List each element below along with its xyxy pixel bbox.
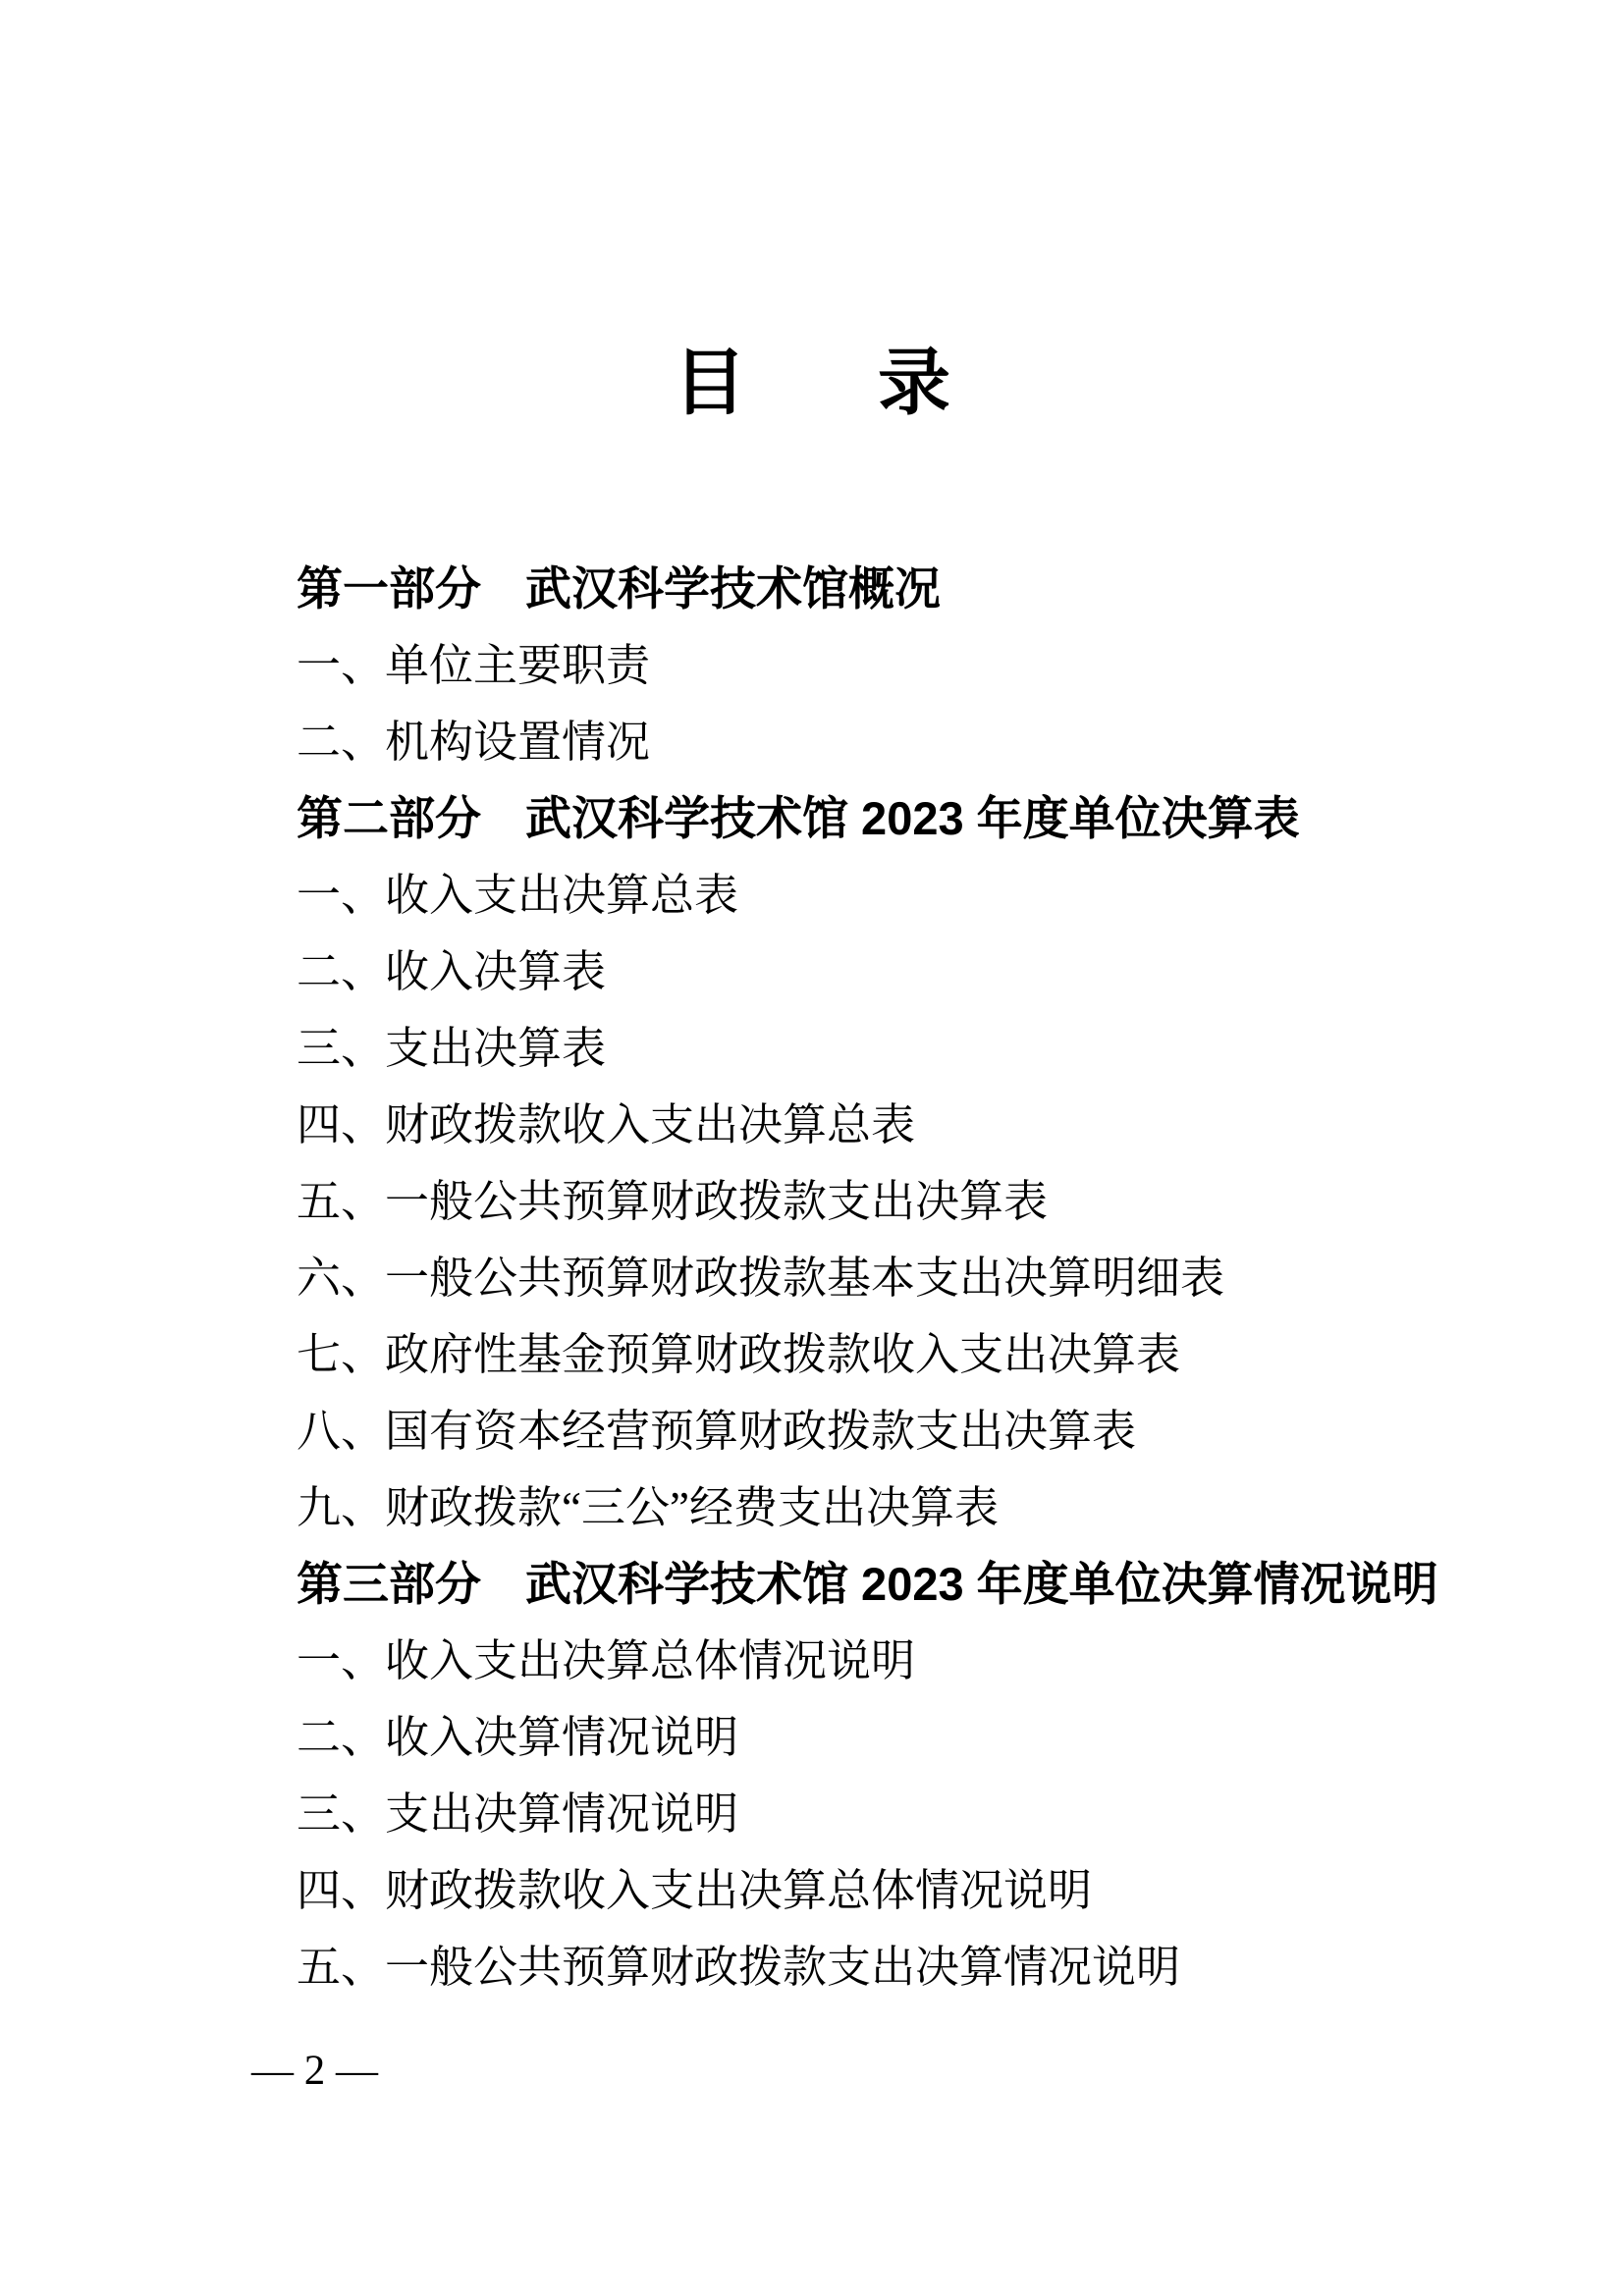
toc-entry: 一、收入支出决算总体情况说明 [297,1636,916,1685]
document-title [0,344,1624,424]
section-title: 武汉科学技术馆 2023 年度单位决算情况说明 [525,1558,1438,1610]
toc-entry: 九、财政拨款“三公”经费支出决算表 [297,1483,999,1532]
toc-entry: 八、国有资本经营预算财政拨款支出决算表 [297,1407,1137,1456]
toc-entry: 四、财政拨款收入支出决算总表 [297,1100,916,1149]
toc-entry: 五、一般公共预算财政拨款支出决算情况说明 [297,1943,1181,1992]
section-title: 武汉科学技术馆概况 [525,562,941,614]
toc-entry: 三、支出决算表 [297,1024,607,1073]
page-number: — 2 — [251,2048,378,2094]
toc-entry: 七、政府性基金预算财政拨款收入支出决算表 [297,1330,1181,1379]
toc-entry: 二、收入决算表 [297,947,607,996]
section-title: 武汉科学技术馆 2023 年度单位决算表 [525,792,1300,844]
title-char-second: 录 [878,344,950,424]
toc-entry: 五、一般公共预算财政拨款支出决算表 [297,1177,1049,1226]
toc-entry: 三、支出决算情况说明 [297,1789,739,1839]
title-char-first: 目 [674,344,746,424]
toc-entry: 二、机构设置情况 [297,718,651,767]
section-label: 第二部分 [297,792,481,844]
section-label: 第一部分 [297,562,481,614]
toc-section-heading-part1 [297,551,1438,627]
toc-entry: 二、收入决算情况说明 [297,1713,739,1762]
section-label: 第三部分 [297,1558,481,1610]
toc-entry: 六、一般公共预算财政拨款基本支出决算明细表 [297,1254,1225,1303]
toc-section-heading-part3 [297,1546,1438,1623]
table-of-contents [297,551,1438,2005]
toc-entry: 一、收入支出决算总表 [297,871,739,920]
toc-entry: 一、单位主要职责 [297,641,651,690]
toc-entry: 四、财政拨款收入支出决算总体情况说明 [297,1866,1093,1915]
toc-section-heading-part2 [297,780,1438,857]
